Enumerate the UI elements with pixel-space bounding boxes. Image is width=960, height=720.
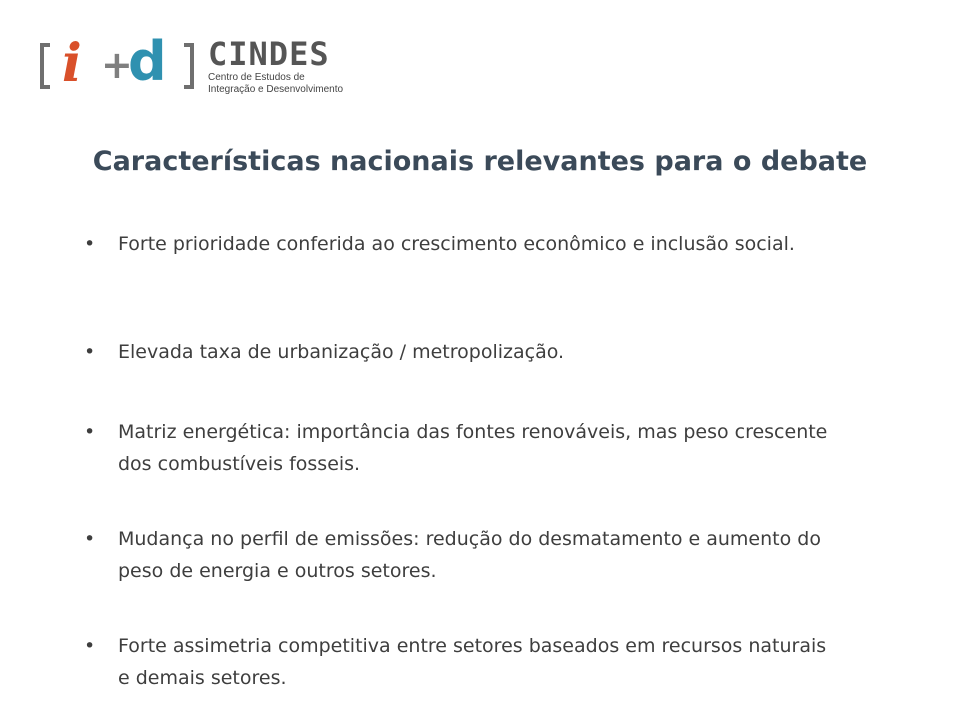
bullet-dot: • [84,421,96,443]
bullet-text: Elevada taxa de urbanização / metropolização. [118,341,565,363]
cindes-logo [40,30,360,98]
bullet-dot: • [84,635,96,657]
slide-title: Características nacionais relevantes para o debate [92,146,868,177]
bullet-dot: • [84,341,96,363]
logo-name: CINDES [208,35,330,73]
logo-i-letter: i [62,33,82,94]
logo-plus-sign: + [101,43,133,87]
logo-left-bracket [40,43,50,89]
logo-d-letter: d [128,30,167,93]
logo-mark [40,30,200,98]
bullet-text: Matriz energética: importância das fontes renováveis, mas peso crescente dos combustíveis fosseis. [118,421,828,475]
logo-subtitle [208,72,343,96]
logo-subtitle-line-1: Centro de Estudos de [208,72,305,83]
bullet-text: Mudança no perfil de emissões: redução do desmatamento e aumento do peso de energia e outros setores. [118,528,821,582]
logo-subtitle-line-2: Integração e Desenvolvimento [208,84,344,95]
bullet-dot: • [84,233,96,255]
logo-right-bracket [184,43,194,89]
bullet-text: Forte prioridade conferida ao crescimento econômico e inclusão social. [118,233,795,255]
bullet-text: Forte assimetria competitiva entre setores baseados em recursos naturais e demais setores. [118,635,827,689]
bullet-dot: • [84,528,96,550]
